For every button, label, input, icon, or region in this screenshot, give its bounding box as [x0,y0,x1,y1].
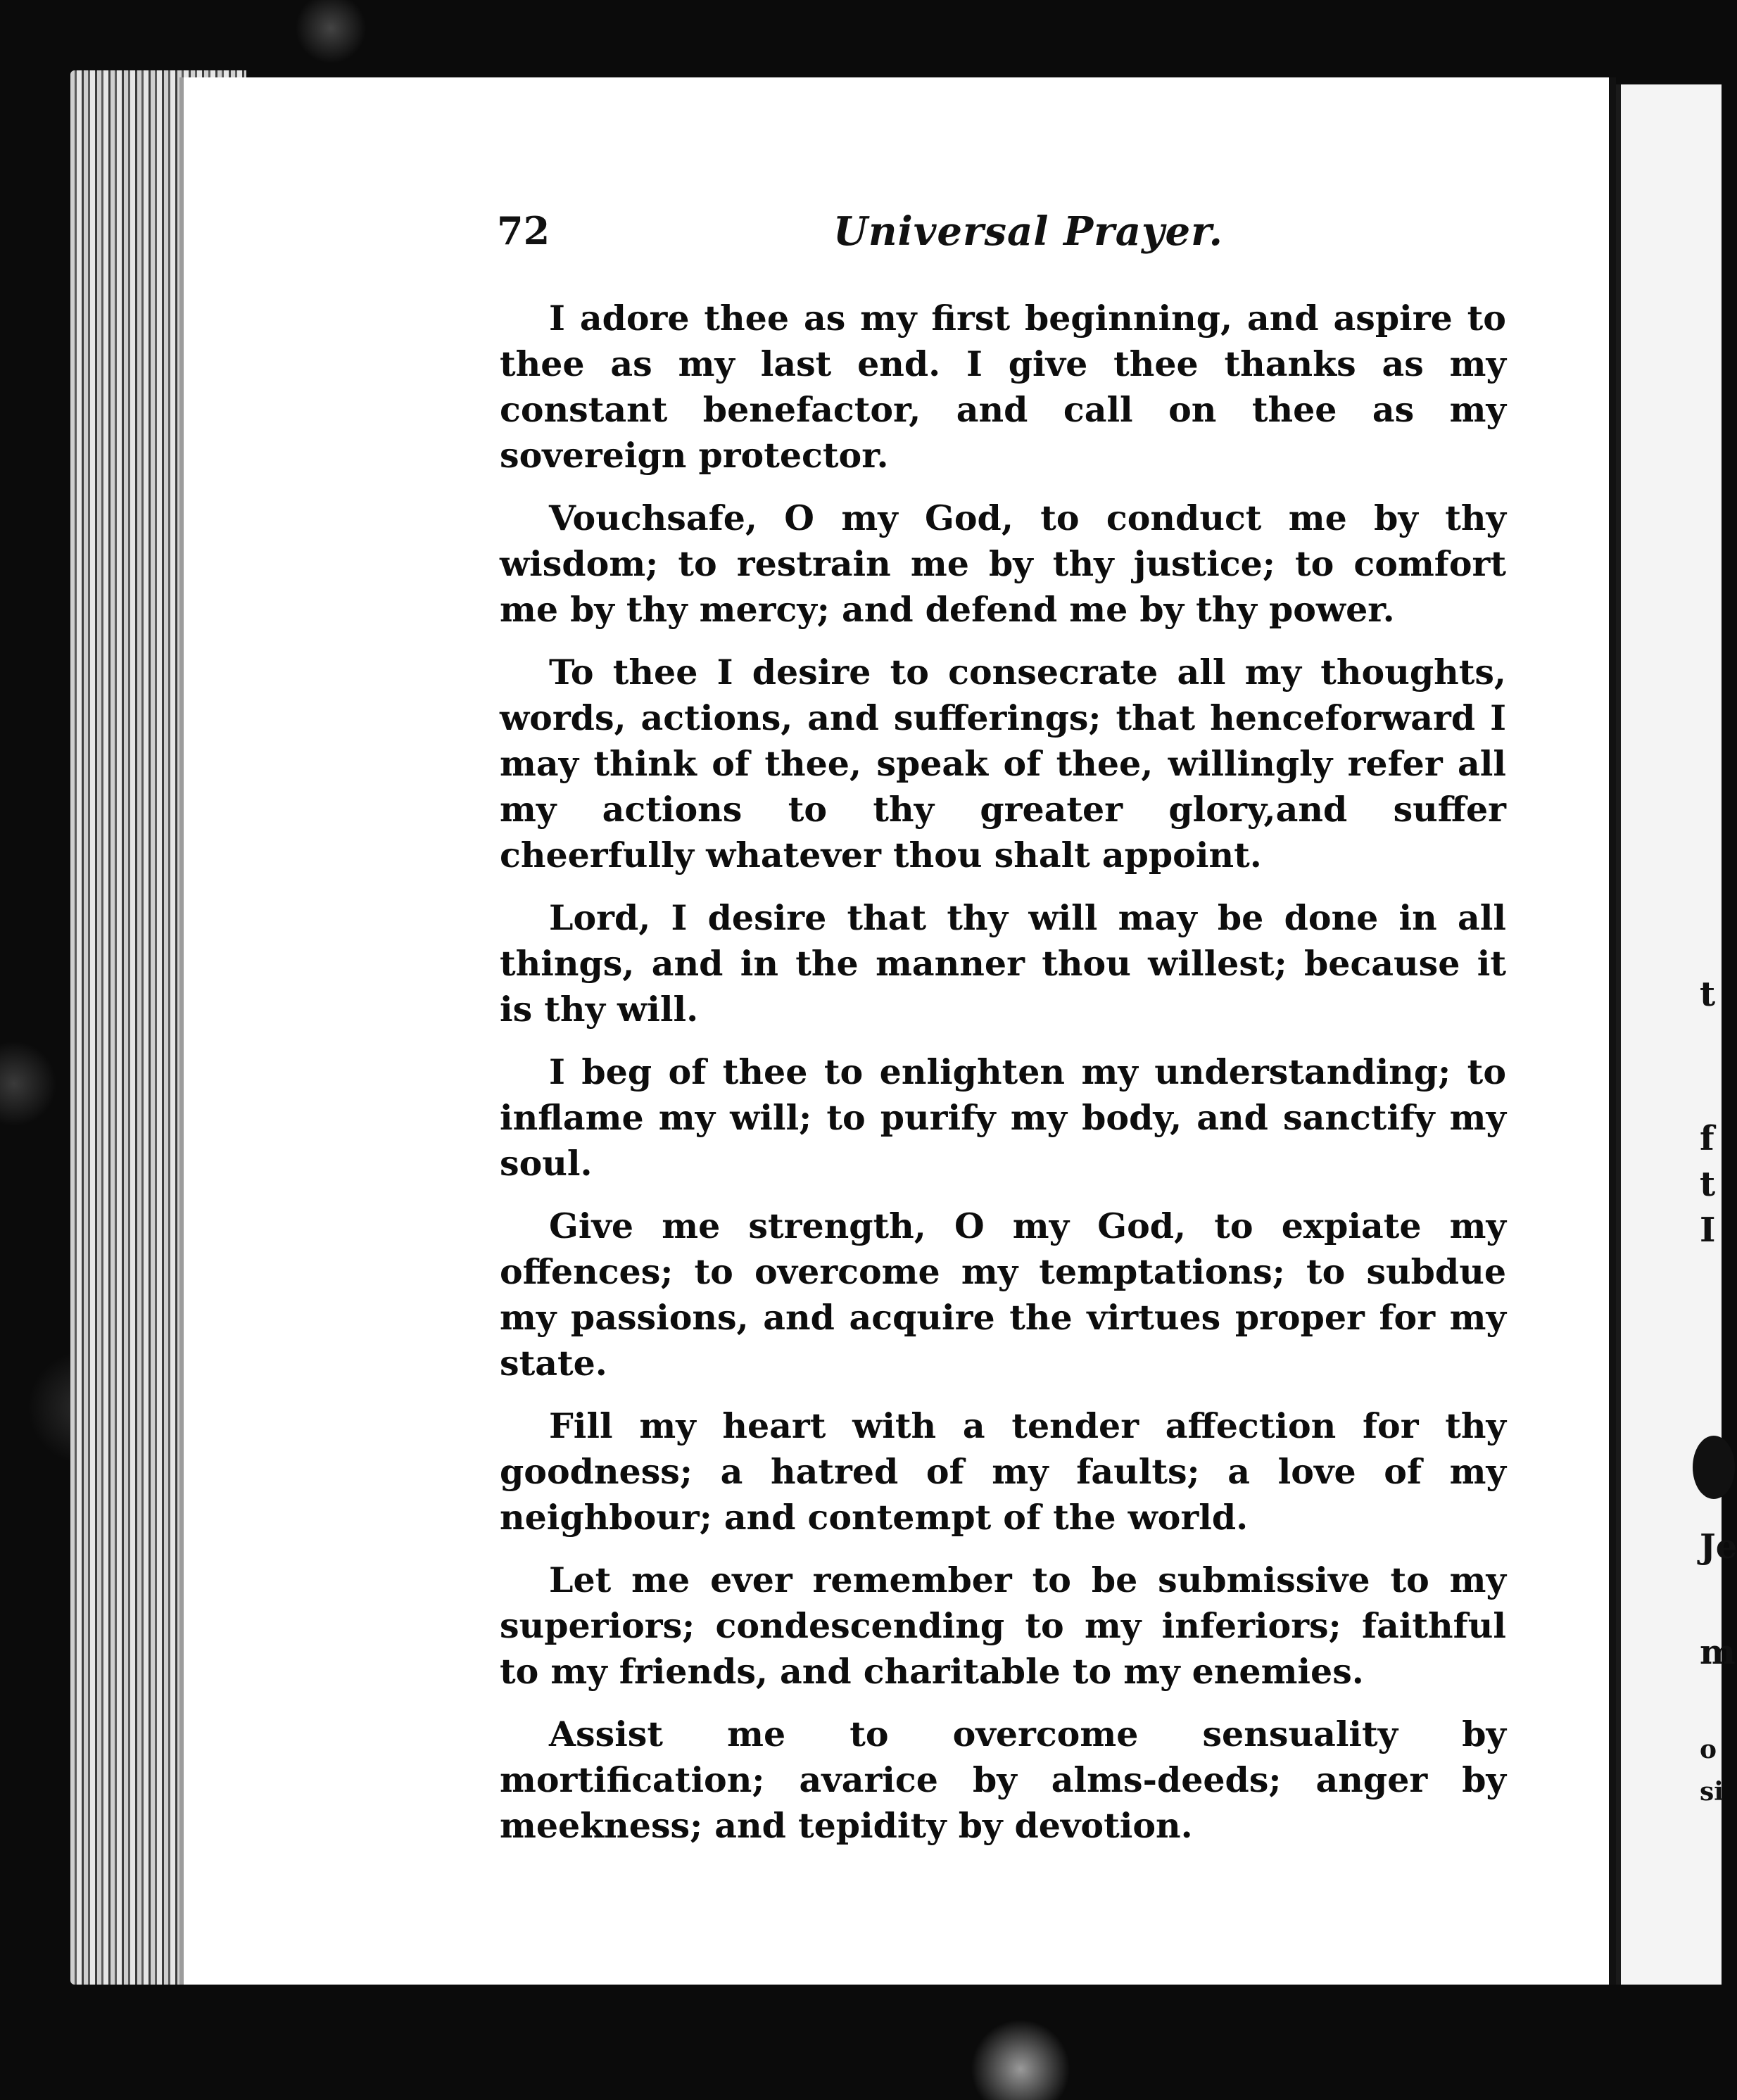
facing-page-fragment: Je [1700,1527,1737,1567]
paragraph: I adore thee as my first beginning, and aspire to thee as my last end. I give thee thanks as my constant benefactor, and call on thee as my sovereign protector. [500,298,1506,476]
paragraph: Fill my heart with a tender affection for thy goodness; a hatred of my faults; a love of my neighbour; and contempt of the world. [500,1405,1506,1538]
facing-page-fragment: t [1700,975,1716,1014]
page-number: 72 [497,208,550,253]
facing-page-fragment: m [1700,1633,1736,1672]
facing-page-fragment: I [1700,1210,1716,1250]
facing-page [1615,84,1722,1985]
paragraph: Vouchsafe, O my God, to conduct me by thy wisdom; to restrain me by thy justice; to comfort me by thy mercy; and defend me by thy power. [500,498,1506,630]
paragraph: I beg of thee to enlighten my understanding; to inflame my will; to purify my body, and sanctify my soul. [500,1051,1506,1184]
paragraph: Assist me to overcome sensuality by mortification; avarice by alms-deeds; anger by meekness; and tepidity by devotion. [500,1714,1506,1846]
paragraph: Let me ever remember to be submissive to my superiors; condescending to my inferiors; faithful to my friends, and charitable to my enemies. [500,1560,1506,1692]
facing-page-ink-blot [1693,1436,1735,1499]
facing-page-fragment: si [1700,1777,1724,1807]
facing-page-fragment: f [1700,1119,1714,1158]
prayer-text [500,296,1506,1866]
paragraph: Lord, I desire that thy will may be done in all things, and in the manner thou willest; because it is thy will. [500,897,1506,1030]
running-title: Universal Prayer. [833,208,1224,255]
paragraph: To thee I desire to consecrate all my thoughts, words, actions, and sufferings; that henceforward I may think of thee, speak of thee, willingly refer all my actions to thy greater glory,and suffer cheerfully whatever thou shalt appoint. [500,652,1506,875]
page-header [497,208,1503,258]
paragraph: Give me strength, O my God, to expiate my offences; to overcome my temptations; to subdue my passions, and acquire the virtues proper for my state. [500,1206,1506,1384]
facing-page-fragment: t [1700,1165,1716,1204]
facing-page-fragment: o [1700,1735,1717,1764]
